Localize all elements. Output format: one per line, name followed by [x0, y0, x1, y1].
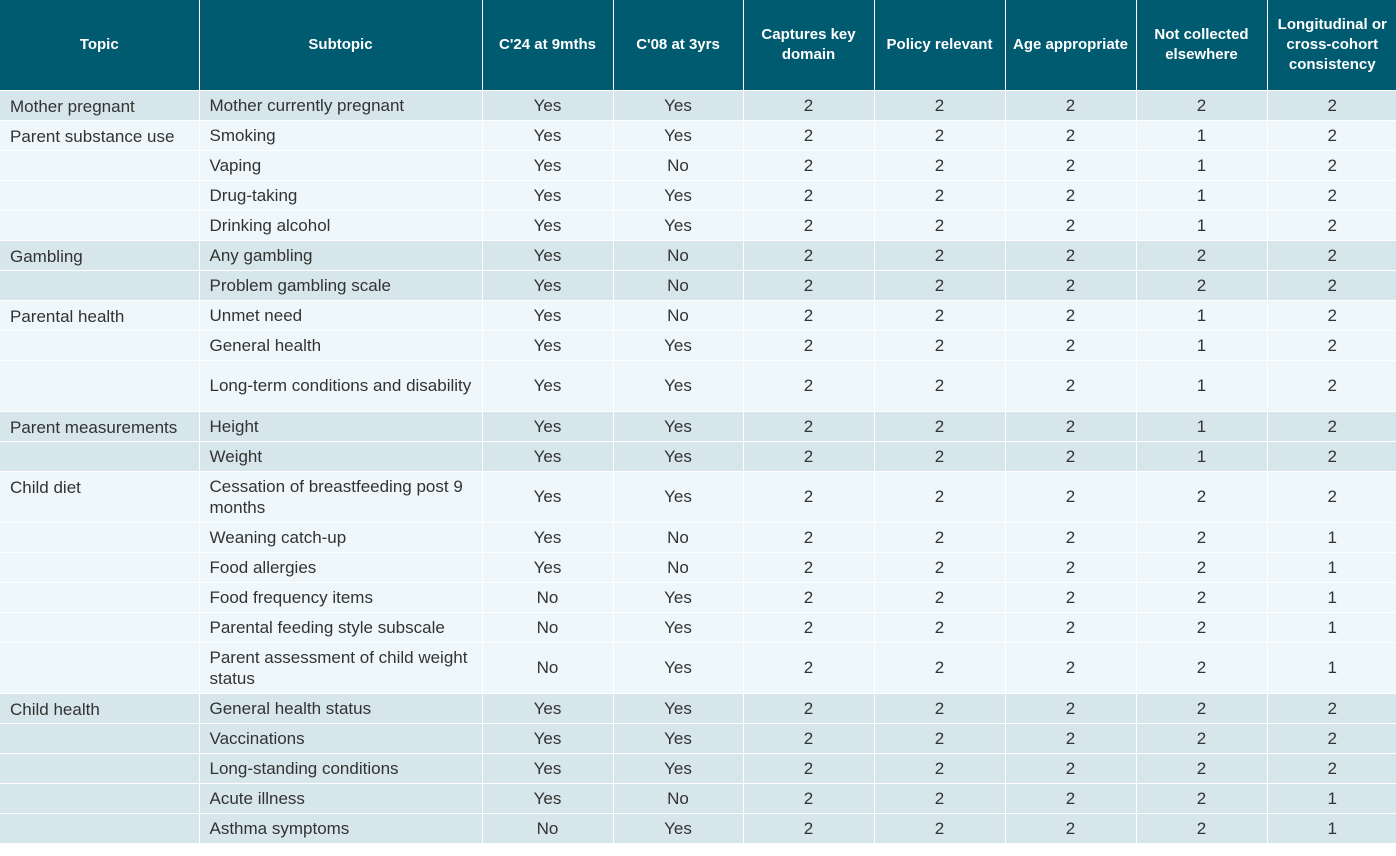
c08-3yrs-cell: Yes	[613, 180, 743, 210]
header-topic: Topic	[0, 0, 199, 90]
topic-cell	[0, 813, 199, 843]
captures-key-domain-cell: 2	[743, 120, 874, 150]
topic-cell	[0, 642, 199, 693]
c08-3yrs-cell: No	[613, 150, 743, 180]
captures-key-domain-cell: 2	[743, 360, 874, 411]
captures-key-domain-cell: 2	[743, 642, 874, 693]
longitudinal-consistency-cell: 2	[1267, 120, 1396, 150]
captures-key-domain-cell: 2	[743, 813, 874, 843]
c08-3yrs-cell: Yes	[613, 210, 743, 240]
not-collected-elsewhere-cell: 1	[1136, 120, 1267, 150]
c24-9mths-cell: Yes	[482, 753, 613, 783]
age-appropriate-cell: 2	[1005, 723, 1136, 753]
table-row	[0, 180, 1396, 210]
c08-3yrs-cell: No	[613, 270, 743, 300]
policy-relevant-cell: 2	[874, 723, 1005, 753]
captures-key-domain-cell: 2	[743, 300, 874, 330]
topic-cell	[0, 270, 199, 300]
header-not-collected-elsewhere: Not collected elsewhere	[1136, 0, 1267, 90]
header-c24-9mths: C'24 at 9mths	[482, 0, 613, 90]
captures-key-domain-cell: 2	[743, 552, 874, 582]
c24-9mths-cell: Yes	[482, 522, 613, 552]
c08-3yrs-cell: Yes	[613, 642, 743, 693]
longitudinal-consistency-cell: 2	[1267, 411, 1396, 441]
policy-relevant-cell: 2	[874, 120, 1005, 150]
age-appropriate-cell: 2	[1005, 783, 1136, 813]
age-appropriate-cell: 2	[1005, 612, 1136, 642]
captures-key-domain-cell: 2	[743, 522, 874, 552]
not-collected-elsewhere-cell: 1	[1136, 300, 1267, 330]
longitudinal-consistency-cell: 2	[1267, 330, 1396, 360]
c08-3yrs-cell: No	[613, 783, 743, 813]
captures-key-domain-cell: 2	[743, 723, 874, 753]
age-appropriate-cell: 2	[1005, 552, 1136, 582]
not-collected-elsewhere-cell: 1	[1136, 150, 1267, 180]
c24-9mths-cell: Yes	[482, 210, 613, 240]
c08-3yrs-cell: No	[613, 522, 743, 552]
table-row	[0, 90, 1396, 120]
c24-9mths-cell: Yes	[482, 120, 613, 150]
topic-cell	[0, 783, 199, 813]
table-row	[0, 270, 1396, 300]
captures-key-domain-cell: 2	[743, 612, 874, 642]
c08-3yrs-cell: Yes	[613, 360, 743, 411]
c08-3yrs-cell: Yes	[613, 582, 743, 612]
subtopic-cell: Mother currently pregnant	[199, 90, 482, 120]
age-appropriate-cell: 2	[1005, 300, 1136, 330]
policy-relevant-cell: 2	[874, 783, 1005, 813]
topic-cell	[0, 723, 199, 753]
c08-3yrs-cell: Yes	[613, 330, 743, 360]
age-appropriate-cell: 2	[1005, 180, 1136, 210]
table-body	[0, 90, 1396, 843]
age-appropriate-cell: 2	[1005, 90, 1136, 120]
topic-cell	[0, 360, 199, 411]
subtopic-cell: Smoking	[199, 120, 482, 150]
topic-cell	[0, 522, 199, 552]
age-appropriate-cell: 2	[1005, 270, 1136, 300]
c08-3yrs-cell: Yes	[613, 411, 743, 441]
subtopic-cell: Weight	[199, 441, 482, 471]
topic-cell: Gambling	[0, 240, 199, 270]
c24-9mths-cell: Yes	[482, 240, 613, 270]
table-row	[0, 300, 1396, 330]
not-collected-elsewhere-cell: 2	[1136, 723, 1267, 753]
not-collected-elsewhere-cell: 2	[1136, 240, 1267, 270]
c08-3yrs-cell: Yes	[613, 441, 743, 471]
policy-relevant-cell: 2	[874, 300, 1005, 330]
topic-cell: Child health	[0, 693, 199, 723]
subtopic-cell: Unmet need	[199, 300, 482, 330]
longitudinal-consistency-cell: 1	[1267, 552, 1396, 582]
subtopic-cell: Problem gambling scale	[199, 270, 482, 300]
subtopic-cell: Asthma symptoms	[199, 813, 482, 843]
c08-3yrs-cell: No	[613, 240, 743, 270]
policy-relevant-cell: 2	[874, 360, 1005, 411]
subtopic-cell: Vaping	[199, 150, 482, 180]
topic-cell	[0, 753, 199, 783]
c24-9mths-cell: Yes	[482, 471, 613, 522]
c24-9mths-cell: Yes	[482, 783, 613, 813]
not-collected-elsewhere-cell: 1	[1136, 210, 1267, 240]
not-collected-elsewhere-cell: 1	[1136, 411, 1267, 441]
c08-3yrs-cell: Yes	[613, 612, 743, 642]
longitudinal-consistency-cell: 2	[1267, 240, 1396, 270]
captures-key-domain-cell: 2	[743, 753, 874, 783]
table-row	[0, 150, 1396, 180]
table-row	[0, 612, 1396, 642]
policy-relevant-cell: 2	[874, 330, 1005, 360]
not-collected-elsewhere-cell: 2	[1136, 642, 1267, 693]
not-collected-elsewhere-cell: 2	[1136, 753, 1267, 783]
captures-key-domain-cell: 2	[743, 90, 874, 120]
not-collected-elsewhere-cell: 2	[1136, 270, 1267, 300]
c08-3yrs-cell: Yes	[613, 813, 743, 843]
age-appropriate-cell: 2	[1005, 360, 1136, 411]
table-row	[0, 723, 1396, 753]
longitudinal-consistency-cell: 1	[1267, 582, 1396, 612]
subtopic-cell: Weaning catch-up	[199, 522, 482, 552]
policy-relevant-cell: 2	[874, 552, 1005, 582]
c24-9mths-cell: Yes	[482, 90, 613, 120]
topic-cell: Child diet	[0, 471, 199, 522]
policy-relevant-cell: 2	[874, 210, 1005, 240]
c24-9mths-cell: Yes	[482, 150, 613, 180]
topic-cell: Parent measurements	[0, 411, 199, 441]
not-collected-elsewhere-cell: 1	[1136, 330, 1267, 360]
subtopic-cell: Cessation of breastfeeding post 9 months	[199, 471, 482, 522]
subtopic-cell: Food allergies	[199, 552, 482, 582]
policy-relevant-cell: 2	[874, 240, 1005, 270]
header-age-appropriate: Age appropriate	[1005, 0, 1136, 90]
age-appropriate-cell: 2	[1005, 441, 1136, 471]
policy-relevant-cell: 2	[874, 441, 1005, 471]
subtopic-cell: Vaccinations	[199, 723, 482, 753]
c08-3yrs-cell: Yes	[613, 753, 743, 783]
not-collected-elsewhere-cell: 2	[1136, 813, 1267, 843]
longitudinal-consistency-cell: 1	[1267, 642, 1396, 693]
captures-key-domain-cell: 2	[743, 180, 874, 210]
captures-key-domain-cell: 2	[743, 693, 874, 723]
not-collected-elsewhere-cell: 1	[1136, 360, 1267, 411]
subtopic-cell: General health	[199, 330, 482, 360]
captures-key-domain-cell: 2	[743, 210, 874, 240]
not-collected-elsewhere-cell: 2	[1136, 783, 1267, 813]
not-collected-elsewhere-cell: 2	[1136, 582, 1267, 612]
table-row	[0, 582, 1396, 612]
topic-cell	[0, 210, 199, 240]
table-row	[0, 471, 1396, 522]
policy-relevant-cell: 2	[874, 693, 1005, 723]
policy-relevant-cell: 2	[874, 612, 1005, 642]
longitudinal-consistency-cell: 2	[1267, 360, 1396, 411]
captures-key-domain-cell: 2	[743, 411, 874, 441]
table-row	[0, 552, 1396, 582]
header-subtopic: Subtopic	[199, 0, 482, 90]
age-appropriate-cell: 2	[1005, 753, 1136, 783]
table-row	[0, 441, 1396, 471]
captures-key-domain-cell: 2	[743, 240, 874, 270]
longitudinal-consistency-cell: 2	[1267, 210, 1396, 240]
policy-relevant-cell: 2	[874, 522, 1005, 552]
topic-cell: Parent substance use	[0, 120, 199, 150]
c24-9mths-cell: No	[482, 582, 613, 612]
subtopic-cell: Long-standing conditions	[199, 753, 482, 783]
age-appropriate-cell: 2	[1005, 120, 1136, 150]
age-appropriate-cell: 2	[1005, 150, 1136, 180]
longitudinal-consistency-cell: 2	[1267, 723, 1396, 753]
table-row	[0, 360, 1396, 411]
age-appropriate-cell: 2	[1005, 210, 1136, 240]
c24-9mths-cell: Yes	[482, 693, 613, 723]
c24-9mths-cell: Yes	[482, 270, 613, 300]
subtopic-cell: Drug-taking	[199, 180, 482, 210]
not-collected-elsewhere-cell: 2	[1136, 693, 1267, 723]
subtopic-cell: Parental feeding style subscale	[199, 612, 482, 642]
longitudinal-consistency-cell: 1	[1267, 813, 1396, 843]
table-row	[0, 813, 1396, 843]
c24-9mths-cell: Yes	[482, 411, 613, 441]
age-appropriate-cell: 2	[1005, 642, 1136, 693]
topic-cell: Mother pregnant	[0, 90, 199, 120]
policy-relevant-cell: 2	[874, 411, 1005, 441]
header-row	[0, 0, 1396, 90]
policy-relevant-cell: 2	[874, 180, 1005, 210]
topic-cell	[0, 180, 199, 210]
c08-3yrs-cell: Yes	[613, 90, 743, 120]
subtopic-cell: Long-term conditions and disability	[199, 360, 482, 411]
longitudinal-consistency-cell: 2	[1267, 150, 1396, 180]
subtopic-cell: General health status	[199, 693, 482, 723]
header-c08-3yrs: C'08 at 3yrs	[613, 0, 743, 90]
table-row	[0, 240, 1396, 270]
captures-key-domain-cell: 2	[743, 471, 874, 522]
subtopic-cell: Food frequency items	[199, 582, 482, 612]
longitudinal-consistency-cell: 2	[1267, 180, 1396, 210]
header-captures-key-domain: Captures key domain	[743, 0, 874, 90]
table-row	[0, 783, 1396, 813]
longitudinal-consistency-cell: 1	[1267, 783, 1396, 813]
c24-9mths-cell: Yes	[482, 180, 613, 210]
policy-relevant-cell: 2	[874, 642, 1005, 693]
table-row	[0, 642, 1396, 693]
c08-3yrs-cell: No	[613, 552, 743, 582]
c08-3yrs-cell: Yes	[613, 120, 743, 150]
header-longitudinal-consistency: Longitudinal or cross-cohort consistency	[1267, 0, 1396, 90]
c24-9mths-cell: Yes	[482, 441, 613, 471]
subtopic-cell: Parent assessment of child weight status	[199, 642, 482, 693]
table-row	[0, 693, 1396, 723]
captures-key-domain-cell: 2	[743, 582, 874, 612]
longitudinal-consistency-cell: 1	[1267, 612, 1396, 642]
longitudinal-consistency-cell: 2	[1267, 270, 1396, 300]
topic-cell: Parental health	[0, 300, 199, 330]
topic-cell	[0, 150, 199, 180]
not-collected-elsewhere-cell: 2	[1136, 552, 1267, 582]
topic-cell	[0, 582, 199, 612]
c24-9mths-cell: No	[482, 813, 613, 843]
table-row	[0, 210, 1396, 240]
table-row	[0, 120, 1396, 150]
age-appropriate-cell: 2	[1005, 693, 1136, 723]
not-collected-elsewhere-cell: 1	[1136, 180, 1267, 210]
topic-cell	[0, 612, 199, 642]
policy-relevant-cell: 2	[874, 753, 1005, 783]
age-appropriate-cell: 2	[1005, 471, 1136, 522]
c08-3yrs-cell: Yes	[613, 693, 743, 723]
not-collected-elsewhere-cell: 1	[1136, 441, 1267, 471]
longitudinal-consistency-cell: 2	[1267, 471, 1396, 522]
age-appropriate-cell: 2	[1005, 411, 1136, 441]
topic-cell	[0, 441, 199, 471]
policy-relevant-cell: 2	[874, 582, 1005, 612]
captures-key-domain-cell: 2	[743, 150, 874, 180]
c24-9mths-cell: Yes	[482, 330, 613, 360]
age-appropriate-cell: 2	[1005, 240, 1136, 270]
table-row	[0, 330, 1396, 360]
longitudinal-consistency-cell: 1	[1267, 522, 1396, 552]
captures-key-domain-cell: 2	[743, 441, 874, 471]
c24-9mths-cell: Yes	[482, 300, 613, 330]
table-row	[0, 522, 1396, 552]
longitudinal-consistency-cell: 2	[1267, 753, 1396, 783]
c24-9mths-cell: Yes	[482, 552, 613, 582]
header-policy-relevant: Policy relevant	[874, 0, 1005, 90]
policy-relevant-cell: 2	[874, 90, 1005, 120]
captures-key-domain-cell: 2	[743, 330, 874, 360]
longitudinal-consistency-cell: 2	[1267, 441, 1396, 471]
longitudinal-consistency-cell: 2	[1267, 693, 1396, 723]
captures-key-domain-cell: 2	[743, 783, 874, 813]
c24-9mths-cell: Yes	[482, 360, 613, 411]
topic-cell	[0, 552, 199, 582]
c24-9mths-cell: No	[482, 642, 613, 693]
subtopic-cell: Height	[199, 411, 482, 441]
c08-3yrs-cell: No	[613, 300, 743, 330]
captures-key-domain-cell: 2	[743, 270, 874, 300]
age-appropriate-cell: 2	[1005, 582, 1136, 612]
policy-relevant-cell: 2	[874, 813, 1005, 843]
not-collected-elsewhere-cell: 2	[1136, 90, 1267, 120]
not-collected-elsewhere-cell: 2	[1136, 471, 1267, 522]
table-row	[0, 753, 1396, 783]
table-row	[0, 411, 1396, 441]
subtopic-cell: Drinking alcohol	[199, 210, 482, 240]
c24-9mths-cell: Yes	[482, 723, 613, 753]
topic-cell	[0, 330, 199, 360]
policy-relevant-cell: 2	[874, 150, 1005, 180]
subtopic-cell: Acute illness	[199, 783, 482, 813]
age-appropriate-cell: 2	[1005, 522, 1136, 552]
policy-relevant-cell: 2	[874, 471, 1005, 522]
not-collected-elsewhere-cell: 2	[1136, 612, 1267, 642]
age-appropriate-cell: 2	[1005, 813, 1136, 843]
c08-3yrs-cell: Yes	[613, 471, 743, 522]
c24-9mths-cell: No	[482, 612, 613, 642]
subtopic-cell: Any gambling	[199, 240, 482, 270]
age-appropriate-cell: 2	[1005, 330, 1136, 360]
longitudinal-consistency-cell: 2	[1267, 90, 1396, 120]
policy-relevant-cell: 2	[874, 270, 1005, 300]
c08-3yrs-cell: Yes	[613, 723, 743, 753]
longitudinal-consistency-cell: 2	[1267, 300, 1396, 330]
not-collected-elsewhere-cell: 2	[1136, 522, 1267, 552]
